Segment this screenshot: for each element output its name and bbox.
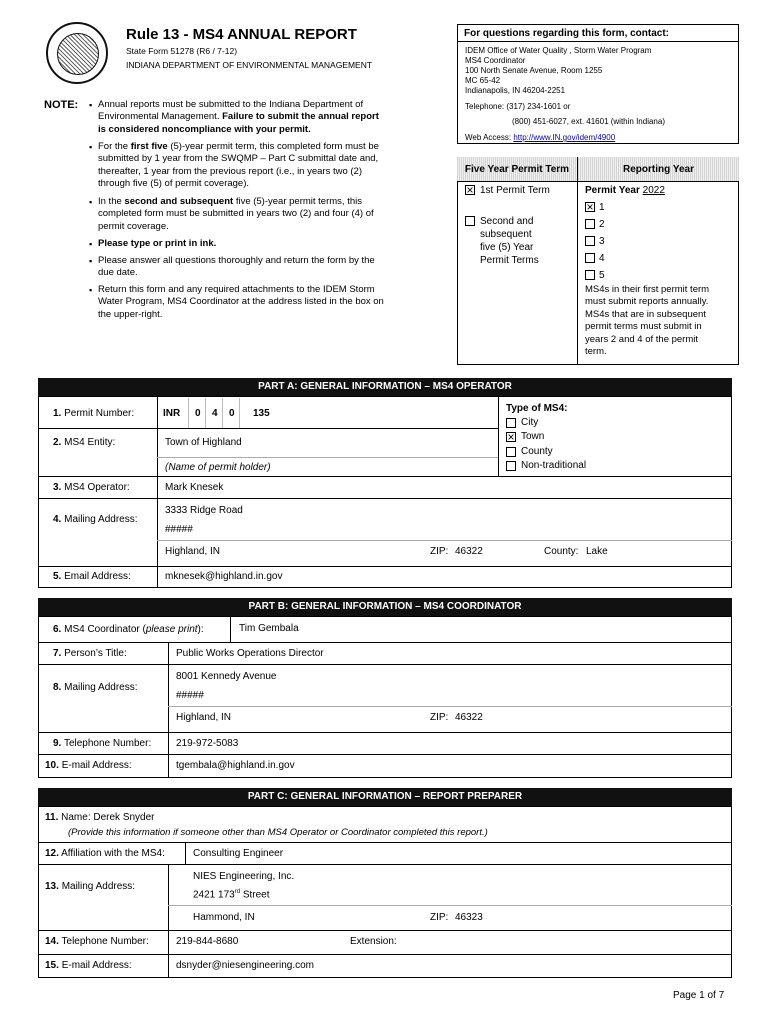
- type-label: County: [521, 446, 553, 457]
- contact-web: [465, 133, 615, 142]
- contact-heading: For questions regarding this form, contact:: [458, 25, 738, 42]
- year-2-checkbox[interactable]: [585, 219, 595, 229]
- email-label: 5. Email Address:: [53, 571, 131, 582]
- affiliation-value[interactable]: Consulting Engineer: [193, 848, 284, 859]
- coord-city[interactable]: Highland, IN: [176, 712, 232, 723]
- county-value[interactable]: Lake: [586, 546, 608, 557]
- note-bullet: ▪ For the first five (5)-year permit term, this completed form must be submitted by 1 year from the SWQMP – Part C submittal date and, thereafter, 1 year from the previous report (i.e., in years two (2) through five (5) of permit coverage).: [98, 141, 433, 191]
- page-title: Rule 13 - MS4 ANNUAL REPORT: [126, 26, 357, 43]
- type-label: City: [521, 417, 539, 428]
- note-bullet: ▪ Please type or print in ink.: [98, 238, 433, 250]
- preparer-city[interactable]: Hammond, IN: [193, 912, 255, 923]
- part-c-header: PART C: GENERAL INFORMATION – REPORT PREPARER: [38, 788, 732, 806]
- coord-mailing-label: 8. Mailing Address:: [53, 682, 138, 693]
- year-1-checkbox[interactable]: [585, 202, 595, 212]
- coord-address-line-2[interactable]: #####: [176, 690, 204, 701]
- reporting-info: MS4s in their first permit term must submit reports annually. MS4s that are in subsequent permit terms must submit in years 2 and 4 of the permit term.: [585, 284, 710, 358]
- preparer-zip[interactable]: 46323: [455, 912, 483, 923]
- coord-zip[interactable]: 46322: [455, 712, 483, 723]
- coordinator-value[interactable]: Tim Gembala: [239, 623, 299, 634]
- part-a-section: [38, 396, 732, 588]
- ms4-entity-value[interactable]: Town of Highland: [165, 437, 242, 448]
- coord-phone-label: 9. Telephone Number:: [53, 738, 152, 749]
- second-term-checkbox[interactable]: [465, 216, 475, 226]
- preparer-email-label: 15. E-mail Address:: [45, 960, 132, 971]
- year-label: 3: [599, 236, 605, 247]
- web-label: Web Access:: [465, 133, 512, 142]
- permit-year: Permit Year 2022: [585, 185, 665, 196]
- part-a-header: PART A: GENERAL INFORMATION – MS4 OPERATOR: [38, 378, 732, 396]
- address-line-2[interactable]: #####: [165, 524, 193, 535]
- contact-line: IDEM Office of Water Quality , Storm Water Program: [465, 46, 652, 55]
- coord-email[interactable]: tgembala@highland.in.gov: [176, 760, 295, 771]
- preparer-mailing-label: 13. Mailing Address:: [45, 881, 136, 892]
- year-4-checkbox[interactable]: [585, 253, 595, 263]
- preparer-hint: (Provide this information if someone other than MS4 Operator or Coordinator completed this report.): [68, 827, 488, 838]
- note-bullet: ▪ Please answer all questions thoroughly and return the form by the due date.: [98, 255, 433, 280]
- coordinator-label: 6. MS4 Coordinator (please print):: [53, 624, 204, 635]
- year-label: 1: [599, 202, 605, 213]
- preparer-zip-label: ZIP:: [430, 912, 449, 923]
- address-line-1[interactable]: 3333 Ridge Road: [165, 505, 243, 516]
- page-number: Page 1 of 7: [673, 990, 725, 1001]
- contact-telephone: Telephone: (317) 234-1601 or: [465, 102, 571, 111]
- ms4-type-label: Type of MS4:: [506, 403, 568, 414]
- contact-line: 100 North Senate Avenue, Room 1255: [465, 66, 603, 75]
- preparer-address-line-1[interactable]: NIES Engineering, Inc.: [193, 871, 295, 882]
- second-term-label: Second and subsequent five (5) Year Permit Terms: [480, 216, 539, 266]
- type-county-checkbox[interactable]: [506, 447, 516, 457]
- year-label: 5: [599, 270, 605, 281]
- permit-number-rest[interactable]: 135: [253, 408, 270, 419]
- type-label: Town: [521, 431, 545, 442]
- preparer-phone[interactable]: 219-844-8680: [176, 936, 239, 947]
- contact-telephone-alt: (800) 451-6027, ext. 41601 (within Indiana): [512, 117, 665, 126]
- ms4-operator-value[interactable]: Mark Knesek: [165, 482, 224, 493]
- coord-phone[interactable]: 219-972-5083: [176, 738, 239, 749]
- type-nontraditional-checkbox[interactable]: [506, 461, 516, 471]
- permit-prefix: INR: [163, 408, 181, 419]
- first-term-label: 1st Permit Term: [480, 185, 550, 196]
- permit-digit[interactable]: 4: [212, 408, 218, 419]
- contact-line: Indianapolis, IN 46204-2251: [465, 86, 566, 95]
- contact-line: MS4 Coordinator: [465, 56, 526, 65]
- note-bullet: ▪ Return this form and any required attachments to the IDEM Storm Water Program, MS4 Coordinator at the address listed in the box on the upper-right.: [98, 284, 433, 321]
- contact-line: MC 65-42: [465, 76, 501, 85]
- ms4-entity-label: 2. MS4 Entity:: [53, 437, 116, 448]
- coord-address-line-1[interactable]: 8001 Kennedy Avenue: [176, 671, 277, 682]
- permit-digit[interactable]: 0: [229, 408, 235, 419]
- col-reporting-year: Reporting Year: [577, 157, 739, 182]
- extension-label: Extension:: [350, 936, 397, 947]
- person-title-label: 7. Person’s Title:: [53, 648, 127, 659]
- coord-zip-label: ZIP:: [430, 712, 449, 723]
- type-town-checkbox[interactable]: [506, 432, 516, 442]
- ms4-operator-label: 3. MS4 Operator:: [53, 482, 130, 493]
- county-label: County:: [544, 546, 579, 557]
- state-form-number: State Form 51278 (R6 / 7-12): [126, 46, 238, 56]
- affiliation-label: 12. Affiliation with the MS4:: [45, 848, 165, 859]
- part-b-header: PART B: GENERAL INFORMATION – MS4 COORDINATOR: [38, 598, 732, 616]
- entity-hint: (Name of permit holder): [165, 462, 271, 473]
- state-seal: [46, 22, 108, 84]
- year-label: 2: [599, 219, 605, 230]
- permit-digit[interactable]: 0: [195, 408, 201, 419]
- coord-email-label: 10. E-mail Address:: [45, 760, 132, 771]
- note-label: NOTE:: [44, 99, 79, 111]
- email-value[interactable]: mknesek@highland.in.gov: [165, 571, 283, 582]
- type-city-checkbox[interactable]: [506, 418, 516, 428]
- type-label: Non-traditional: [521, 460, 587, 471]
- preparer-name-label: 11. Name: Derek Snyder: [45, 812, 155, 823]
- zip-value[interactable]: 46322: [455, 546, 483, 557]
- col-five-year-term: Five Year Permit Term: [457, 157, 577, 182]
- preparer-phone-label: 14. Telephone Number:: [45, 936, 149, 947]
- contact-box: [457, 24, 739, 144]
- first-term-checkbox[interactable]: [465, 185, 475, 195]
- preparer-email[interactable]: dsnyder@niesengineering.com: [176, 960, 315, 971]
- permit-number-label: 1. Permit Number:: [53, 408, 135, 419]
- year-3-checkbox[interactable]: [585, 236, 595, 246]
- mailing-address-label: 4. Mailing Address:: [53, 514, 138, 525]
- year-label: 4: [599, 253, 605, 264]
- zip-label: ZIP:: [430, 546, 449, 557]
- person-title-value[interactable]: Public Works Operations Director: [176, 648, 324, 659]
- web-link[interactable]: http://www.IN.gov/idem/4900: [513, 133, 616, 142]
- note-bullet: ▪ Annual reports must be submitted to the Indiana Department of Environmental Management. Failure to submit the annual report is considered noncompliance with your permit.: [98, 99, 433, 136]
- note-bullet: ▪ In the second and subsequent five (5)-year permit terms, this completed form must be submitted in years two (2) and four (4) of permit coverage.: [98, 196, 433, 233]
- preparer-address-line-2[interactable]: 2421 173rd Street: [193, 889, 270, 901]
- agency-name: INDIANA DEPARTMENT OF ENVIRONMENTAL MANAGEMENT: [126, 60, 373, 70]
- year-5-checkbox[interactable]: [585, 270, 595, 280]
- city-value[interactable]: Highland, IN: [165, 546, 221, 557]
